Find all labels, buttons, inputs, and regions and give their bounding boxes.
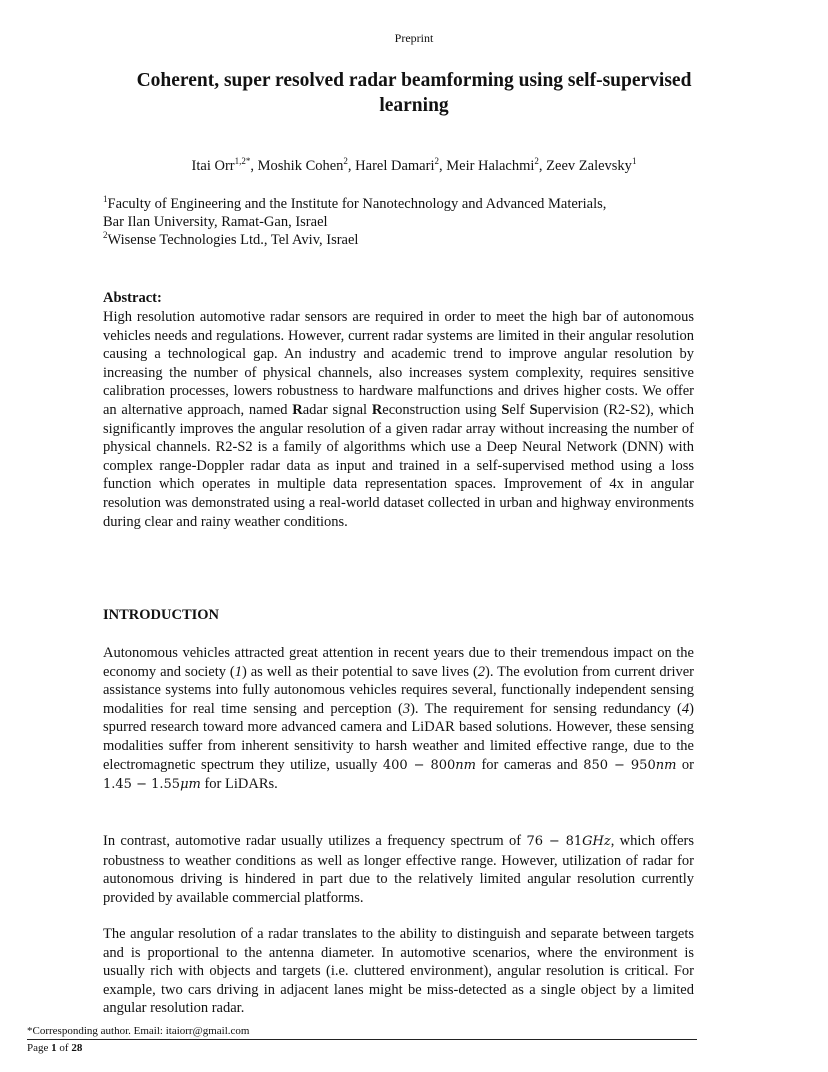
author-list: Itai Orr$^{1,2*}$, Moshik Cohen$^2$, Harel Damari$^2$, Meir Halachmi$^2$, Zeev Zalevsky$^1$ [191, 156, 637, 174]
abstract-body: High resolution automotive radar sensors are required in order to meet the high bar of autonomous vehicles needs and regulations. However, current radar systems are limited in their angular resolution causing a technological gap. An industry and academic trend to improve angular resolution by increasing the number of physical channels, also increases system complexity, requires sensitive calibration processes, lowers robustness to hardware malfunctions and drives higher costs. We offer an alternative approach, named Radar signal Reconstruction using Self Supervision (R2-S2), which significantly improves the angular resolution of a given radar array without increasing the number of physical channels. R2-S2 is a family of algorithms which use a Deep Neural Network (DNN) with complex range-Doppler radar data as input and trained in a self-supervised method using a loss function which operates in multiple data representation spaces. Improvement of 4x in angular resolution was demonstrated using a real-world dataset collected in urban and highway environments during clear and rainy weather conditions. [103, 309, 695, 530]
author-name: Zeev Zalevsky [546, 158, 632, 174]
running-header: Preprint [394, 31, 434, 45]
affiliation-text: Wisense Technologies Ltd., Tel Aviv, Israel [107, 232, 359, 248]
citation-ref: 4 [681, 700, 690, 717]
paper-title: Coherent, super resolved radar beamforming using self-supervised learning [136, 70, 692, 116]
math-expression: 76 − 81GHz [526, 834, 611, 849]
affiliation-1 [103, 195, 703, 213]
author-name: Harel Damari [355, 158, 435, 174]
intro-paragraph-3: The angular resolution of a radar translates to the ability to distinguish and separate between targets and is proportional to the antenna diameter. In automotive scenarios, where the environment is usually rich with objects and targets (i.e. cluttered environment), angular resolution is critical. For example, two cars driving in adjacent lanes might be miss-detected as a single object by a limited angular resolution radar. [103, 926, 694, 1017]
affiliation-sup: 1 [103, 194, 108, 205]
affiliations [103, 195, 703, 249]
author-name: Itai Orr [191, 158, 235, 174]
affiliation-1-cont: Bar Ilan University, Ramat-Gan, Israel [103, 214, 328, 230]
author-affil-sup: 1 [631, 156, 637, 167]
author-affil-sup: 2 [534, 156, 539, 167]
section-heading-introduction: INTRODUCTION [103, 607, 220, 623]
abstract-heading: Abstract: [103, 290, 162, 306]
author-name: Moshik Cohen [257, 158, 344, 174]
page-footer: Page 1 of 28 [27, 1042, 83, 1054]
affiliation-sup: 2 [103, 230, 108, 241]
page-number: 1 [51, 1042, 57, 1054]
author-affil-sup: 2 [343, 156, 348, 167]
intro-paragraph-2: In contrast, automotive radar usually utilizes a frequency spectrum of 76 − 81GHz, which offers robustness to weather conditions as well as longer effective range. However, utilization of radar for autonomous driving is hindered in part due to the relatively limited angular resolution currently provided by available commercial platforms. [103, 833, 694, 906]
citation-ref: 3 [402, 700, 411, 717]
corresponding-author-footnote: *Corresponding author. Email: itaiorr@gmail.com [27, 1025, 250, 1037]
author-affil-sup: 1,2* [234, 156, 251, 167]
citation-ref: 1 [234, 663, 242, 680]
affiliation-text: Faculty of Engineering and the Institute for Nanotechnology and Advanced Materials, [107, 196, 607, 212]
author-name: Meir Halachmi [446, 158, 535, 174]
intro-paragraph-1: Autonomous vehicles attracted great attention in recent years due to their tremendous impact on the economy and society (1) as well as their potential to save lives (2). The evolution from current driver assistance systems into fully autonomous vehicles requires several, functionally independent sensing modalities for real time sensing and perception (3). The requirement for sensing redundancy (4) spurred research toward more advanced camera and LiDAR based solutions. However, these sensing modalities suffer from inherent sensitivity to harsh weather and limited effective range, due to the electromagnetic spectrum they utilize, usually 400 − 800nm for cameras and 850 − 950nm or 1.45 − 1.55μm for LiDARs. [103, 645, 694, 793]
affiliation-2 [103, 231, 703, 249]
math-expression: 1.45 − 1.55μm [103, 777, 201, 793]
author-affil-sup: 2 [434, 156, 439, 167]
footer-divider [27, 1039, 697, 1040]
math-expression: 850 − 950nm [583, 757, 677, 773]
citation-ref: 2 [477, 663, 486, 680]
math-expression: 400 − 800nm [382, 757, 476, 773]
page-total: 28 [71, 1042, 83, 1054]
